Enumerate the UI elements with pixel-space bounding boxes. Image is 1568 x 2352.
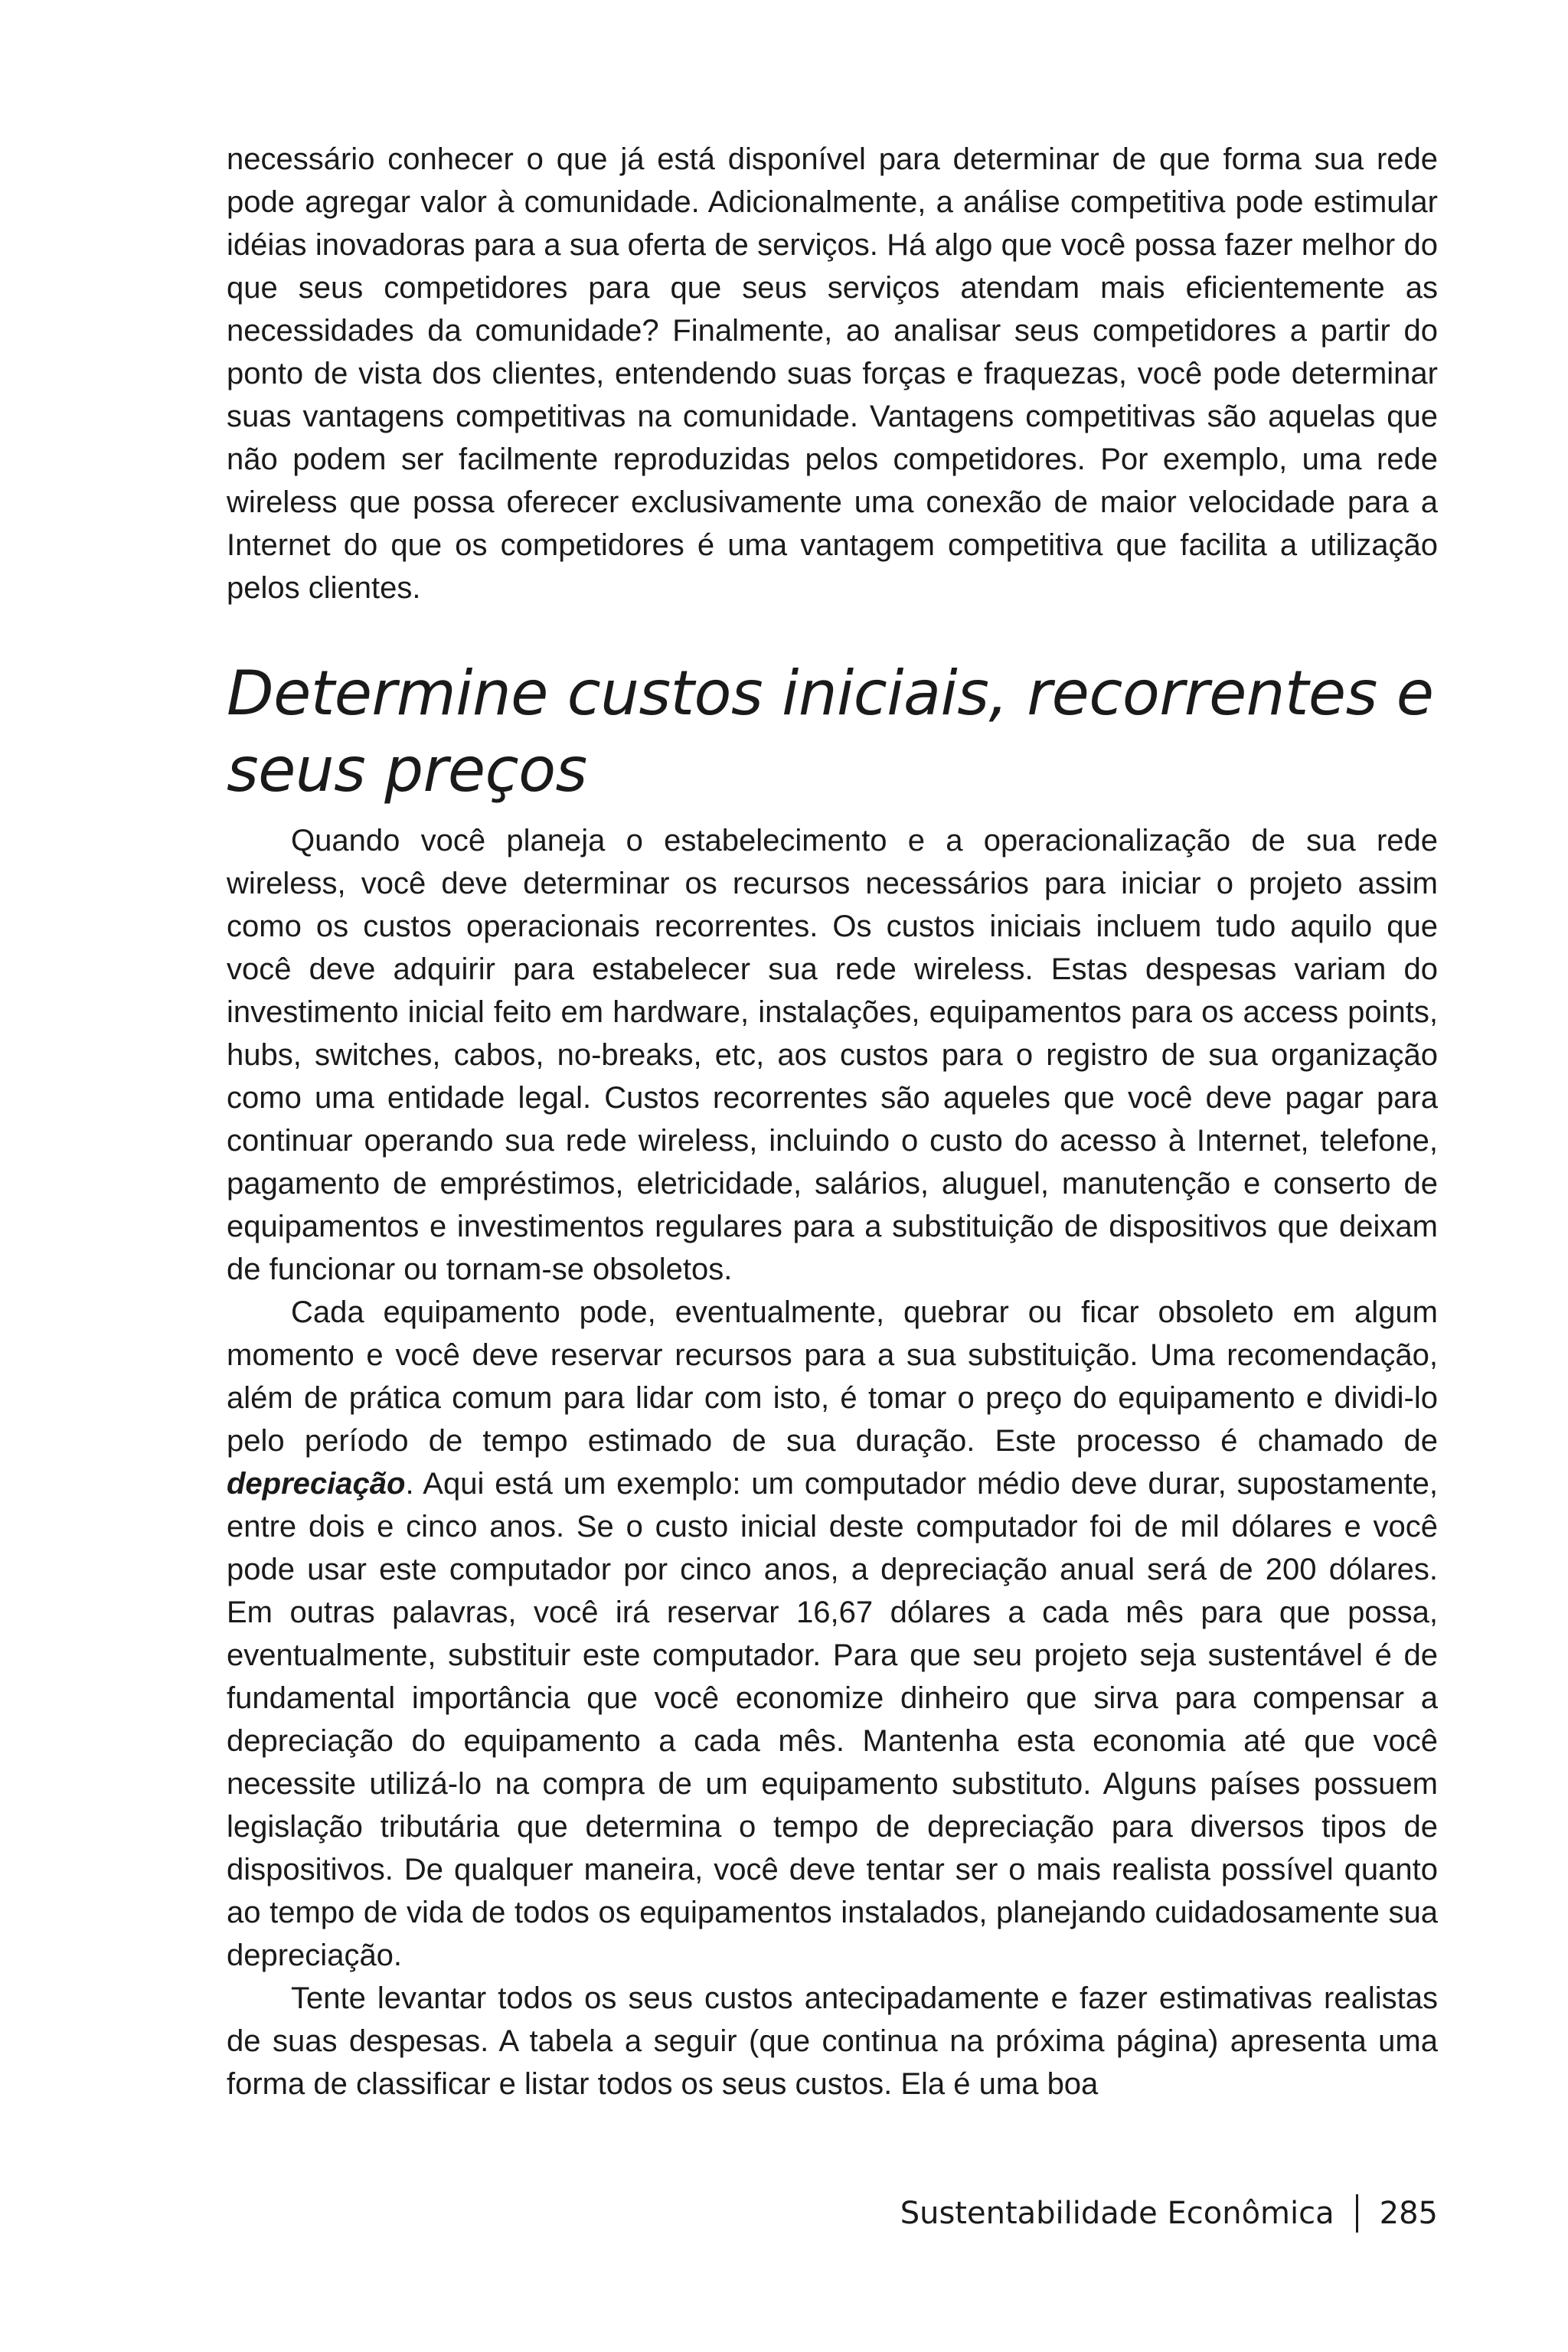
page-number: 285 bbox=[1379, 2196, 1438, 2231]
paragraph-text: Cada equipamento pode, eventualmente, quebrar ou ficar obsoleto em algum momento e você deve reservar recursos para a sua substituição. Uma recomendação, além de prática comum para lidar com isto, é tomar o preço do equipamento e dividi-lo pelo período de tempo estimado de sua duração. Este processo é chamado de bbox=[227, 1295, 1438, 1458]
page-footer bbox=[900, 2194, 1438, 2233]
body-paragraph: Quando você planeja o estabelecimento e a operacionalização de sua rede wireless, você deve determinar os recursos necessários para iniciar o projeto assim como os custos operacionais recorrentes. Os custos iniciais incluem tudo aquilo que você deve adquirir para estabelecer sua rede wireless. Estas despesas variam do investimento inicial feito em hardware, instalações, equipamentos para os access points, hubs, switches, cabos, no-breaks, etc, aos custos para o registro de sua organização como uma entidade legal. Custos recorrentes são aqueles que você deve pagar para continuar operando sua rede wireless, incluindo o custo do acesso à Internet, telefone, pagamento de empréstimos, eletricidade, salários, aluguel, manutenção e conserto de equipamentos e investimentos regulares para a substituição de dispositivos que deixam de funcionar ou tornam-se obsoletos. bbox=[227, 824, 1438, 1286]
emphasized-term: depreciação bbox=[227, 1467, 406, 1501]
page-content bbox=[227, 138, 1438, 2105]
body-paragraph: Tente levantar todos os seus custos antecipadamente e fazer estimativas realistas de suas despesas. A tabela a seguir (que continua na próxima página) apresenta uma forma de classificar e listar todos os seus custos. Ela é uma boa bbox=[227, 1981, 1438, 2101]
running-footer-chapter: Sustentabilidade Econômica bbox=[900, 2196, 1334, 2231]
body-paragraph bbox=[227, 1291, 1438, 1977]
body-paragraph: necessário conhecer o que já está disponível para determinar de que forma sua rede pode agregar valor à comunidade. Adicionalmente, a análise competitiva pode estimular idéias inovadoras para a sua oferta de serviços. Há algo que você possa fazer melhor do que seus competidores para que seus serviços atendam mais eficientemente as necessidades da comunidade? Finalmente, ao analisar seus competidores a partir do ponto de vista dos clientes, entendendo suas forças e fraquezas, você pode determinar suas vantagens competitivas na comunidade. Vantagens competitivas são aquelas que não podem ser facilmente reproduzidas pelos competidores. Por exemplo, uma rede wireless que possa oferecer exclusivamente uma conexão de maior velocidade para a Internet do que os competidores é uma vantagem competitiva que facilita a utilização pelos clientes. bbox=[227, 142, 1438, 605]
section-heading: Determine custos iniciais, recorrentes e seus preços bbox=[227, 658, 1434, 805]
footer-divider bbox=[1356, 2194, 1358, 2233]
paragraph-text: . Aqui está um exemplo: um computador médio deve durar, supostamente, entre dois e cinco anos. Se o custo inicial deste computador foi de mil dólares e você pode usar este computador por cinco anos, a depreciação anual será de 200 dólares. Em outras palavras, você irá reservar 16,67 dólares a cada mês para que possa, eventualmente, substituir este computador. Para que seu projeto seja sustentável é de fundamental importância que você economize dinheiro que sirva para compensar a depreciação do equipamento a cada mês. Mantenha esta economia até que você necessite utilizá-lo na compra de um equipamento substituto. Alguns países possuem legislação tributária que determina o tempo de depreciação para diversos tipos de dispositivos. De qualquer maneira, você deve tentar ser o mais realista possível quanto ao tempo de vida de todos os equipamentos instalados, planejando cuidadosamente sua depreciação. bbox=[227, 1467, 1438, 1972]
